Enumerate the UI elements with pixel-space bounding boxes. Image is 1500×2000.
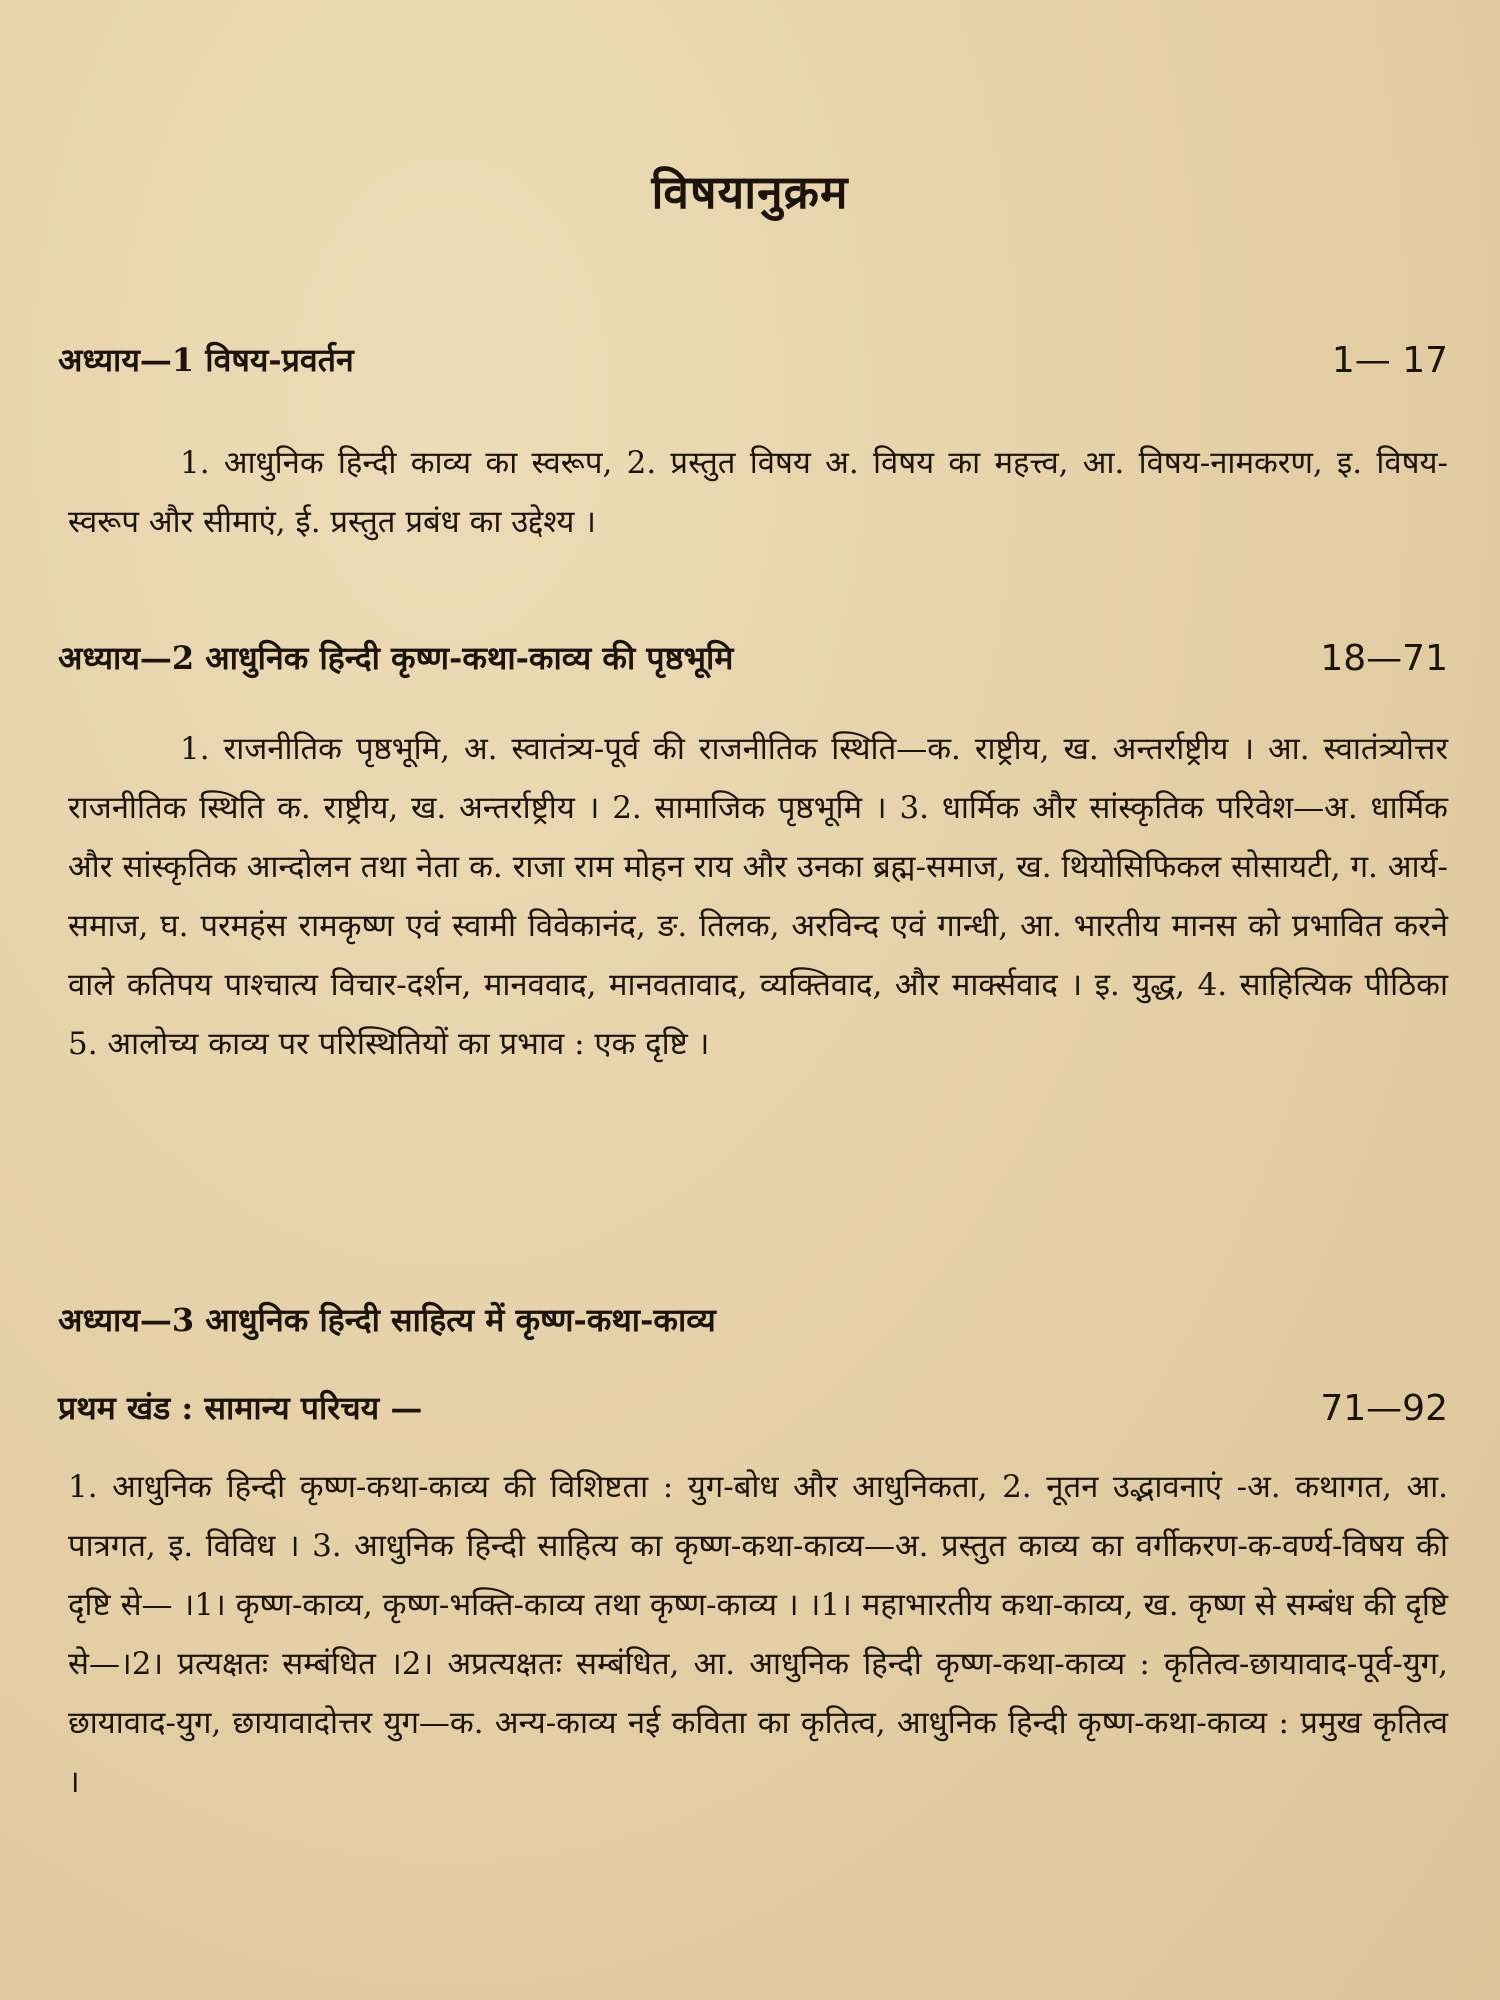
section-1-contents: 1. आधुनिक हिन्दी कृष्ण-कथा-काव्य की विशिष्टता : युग-बोध और आधुनिकता, 2. नूतन उद्भावनाएं -अ. कथागत, आ. पात्रगत, इ. विविध । 3. आधुनिक हिन्दी साहित्य का कृष्ण-कथा-काव्य—अ. प्रस्तुत काव्य का वर्गीकरण-क-वर्ण्य-विषय की दृष्टि से— ।1। कृष्ण-काव्य, कृष्ण-भक्ति-काव्य तथा कृष्ण-काव्य । ।1। महाभारतीय कथा-काव्य, ख. कृष्ण से सम्बंध की दृष्टि से—।2। प्रत्यक्षतः सम्बंधित ।2। अप्रत्यक्षतः सम्बंधित, आ. आधुनिक हिन्दी कृष्ण-कथा-काव्य : कृतित्व-छायावाद-पूर्व-युग, छायावाद-युग, छायावादोत्तर युग—क. अन्य-काव्य नई कविता का कृतित्व, आधुनिक हिन्दी कृष्ण-कथा-काव्य : प्रमुख कृतित्व । (68, 1469, 1448, 1800)
chapter-2-contents: 1. राजनीतिक पृष्ठभूमि, अ. स्वातंत्र्य-पूर्व की राजनीतिक स्थिति—क. राष्ट्रीय, ख. अन्तर्राष्ट्रीय । आ. स्वातंत्र्योत्तर राजनीतिक स्थिति क. राष्ट्रीय, ख. अन्तर्राष्ट्रीय । 2. सामाजिक पृष्ठभूमि । 3. धार्मिक और सांस्कृतिक परिवेश—अ. धार्मिक और सांस्कृतिक आन्दोलन तथा नेता क. राजा राम मोहन राय और उनका ब्रह्म-समाज, ख. थियोसिफिकल सोसायटी, ग. आर्य-समाज, घ. परमहंस रामकृष्ण एवं स्वामी विवेकानंद, ङ. तिलक, अरविन्द एवं गान्धी, आ. भारतीय मानस को प्रभावित करने वाले कतिपय पाश्चात्य विचार-दर्शन, मानववाद, मानवतावाद, व्यक्तिवाद, और मार्क्सवाद । इ. युद्ध, 4. साहित्यिक पीठिका 5. आलोच्य काव्य पर परिस्थितियों का प्रभाव : एक दृष्टि । (68, 731, 1448, 1062)
page-title: विषयानुक्रम (651, 165, 849, 219)
chapter-1-heading (58, 338, 1448, 381)
chapter-1-contents: 1. आधुनिक हिन्दी काव्य का स्वरूप, 2. प्रस्तुत विषय अ. विषय का महत्त्व, आ. विषय-नामकरण, इ. विषय-स्वरूप और सीमाएं, ई. प्रस्तुत प्रबंध का उद्देश्य । (68, 445, 1448, 540)
chapter-1-title: अध्याय—1 विषय-प्रवर्तन (58, 341, 354, 379)
section-1-title: प्रथम खंड : सामान्य परिचय — (58, 1389, 423, 1427)
chapter-3-heading (58, 1298, 1448, 1341)
section-1-pages: 71—92 (1320, 1388, 1448, 1429)
chapter-1-pages: 1— 17 (1331, 340, 1448, 381)
chapter-3-title: अध्याय—3 आधुनिक हिन्दी साहित्य में कृष्ण-कथा-काव्य (58, 1301, 716, 1339)
chapter-2-title: अध्याय—2 आधुनिक हिन्दी कृष्ण-कथा-काव्य की पृष्ठभूमि (58, 639, 734, 677)
chapter-2-pages: 18—71 (1320, 638, 1448, 679)
section-1-heading (58, 1386, 1448, 1429)
chapter-2-heading (58, 636, 1448, 679)
